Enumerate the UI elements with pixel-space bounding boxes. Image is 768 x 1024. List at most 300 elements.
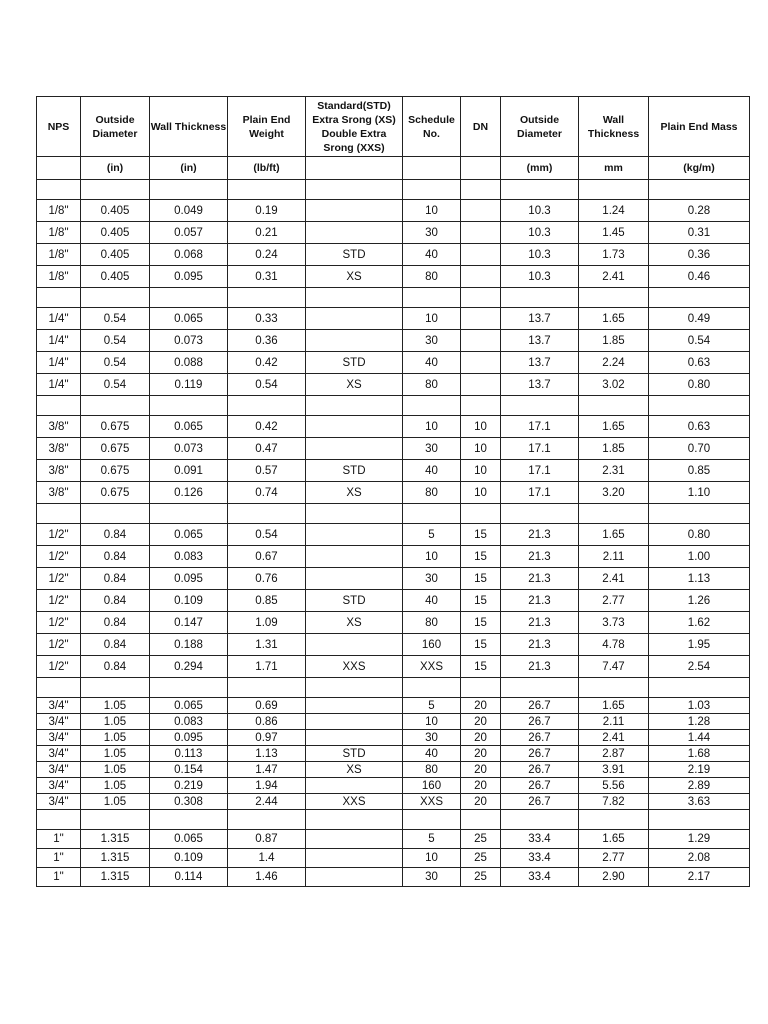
table-cell: 5 (403, 524, 461, 546)
empty-cell (461, 678, 501, 698)
empty-cell (228, 678, 306, 698)
table-cell: 0.36 (649, 244, 750, 266)
unit-header: (mm) (501, 157, 579, 180)
table-cell: 0.068 (150, 244, 228, 266)
empty-cell (37, 504, 81, 524)
empty-cell (306, 810, 403, 830)
empty-cell (461, 504, 501, 524)
table-cell: 30 (403, 730, 461, 746)
table-cell: 1/8" (37, 266, 81, 288)
empty-cell (150, 180, 228, 200)
table-cell (306, 730, 403, 746)
table-cell: STD (306, 746, 403, 762)
table-cell: 3/4" (37, 746, 81, 762)
table-cell: 7.82 (579, 794, 649, 810)
table-cell: 2.77 (579, 590, 649, 612)
table-row (37, 762, 750, 778)
empty-cell (306, 180, 403, 200)
table-cell: STD (306, 590, 403, 612)
empty-cell (306, 678, 403, 698)
table-cell: 0.114 (150, 868, 228, 887)
table-cell: 1.315 (81, 868, 150, 887)
table-cell: 0.675 (81, 460, 150, 482)
table-cell: 1/2" (37, 656, 81, 678)
empty-cell (501, 396, 579, 416)
table-cell: 10 (403, 200, 461, 222)
table-cell: 2.24 (579, 352, 649, 374)
table-cell: 10 (461, 482, 501, 504)
table-cell: 3/4" (37, 698, 81, 714)
column-header: Wall Thickness (150, 97, 228, 157)
table-cell: 2.17 (649, 868, 750, 887)
empty-cell (403, 504, 461, 524)
empty-cell (579, 678, 649, 698)
empty-cell (81, 396, 150, 416)
spacer-row (37, 504, 750, 524)
table-cell: 0.84 (81, 524, 150, 546)
table-cell: 1/4" (37, 374, 81, 396)
table-cell: 0.065 (150, 524, 228, 546)
table-cell: STD (306, 460, 403, 482)
table-cell: 0.188 (150, 634, 228, 656)
table-cell: 0.28 (649, 200, 750, 222)
table-cell: 20 (461, 746, 501, 762)
table-cell: 0.095 (150, 568, 228, 590)
table-row (37, 656, 750, 678)
table-cell: 3/4" (37, 794, 81, 810)
table-cell: 1" (37, 849, 81, 868)
table-row (37, 546, 750, 568)
empty-cell (579, 810, 649, 830)
table-cell: 20 (461, 762, 501, 778)
empty-cell (150, 396, 228, 416)
unit-header (306, 157, 403, 180)
table-cell: 1.44 (649, 730, 750, 746)
table-cell: 0.87 (228, 830, 306, 849)
table-cell: 10.3 (501, 222, 579, 244)
table-cell: 1.45 (579, 222, 649, 244)
empty-cell (150, 288, 228, 308)
table-cell: 0.109 (150, 849, 228, 868)
table-cell: 10 (403, 308, 461, 330)
table-cell: 1.4 (228, 849, 306, 868)
spacer-row (37, 180, 750, 200)
table-cell: 40 (403, 352, 461, 374)
table-cell: 0.308 (150, 794, 228, 810)
table-cell: 13.7 (501, 374, 579, 396)
table-cell: 1/2" (37, 524, 81, 546)
table-cell: 1.03 (649, 698, 750, 714)
table-cell: 17.1 (501, 460, 579, 482)
table-cell: 40 (403, 460, 461, 482)
table-cell: 0.42 (228, 416, 306, 438)
table-cell: 0.63 (649, 416, 750, 438)
table-cell: 26.7 (501, 762, 579, 778)
table-cell (306, 308, 403, 330)
table-cell: 1/4" (37, 308, 81, 330)
table-cell: 0.69 (228, 698, 306, 714)
table-cell: 2.87 (579, 746, 649, 762)
table-cell: 0.31 (228, 266, 306, 288)
table-cell (306, 546, 403, 568)
table-cell: 2.90 (579, 868, 649, 887)
empty-cell (228, 288, 306, 308)
empty-cell (150, 810, 228, 830)
table-cell: 0.675 (81, 438, 150, 460)
table-row (37, 374, 750, 396)
table-cell: 1.31 (228, 634, 306, 656)
empty-cell (306, 504, 403, 524)
empty-cell (501, 678, 579, 698)
table-cell: 0.675 (81, 482, 150, 504)
table-cell: 0.84 (81, 634, 150, 656)
empty-cell (37, 180, 81, 200)
table-cell: 0.119 (150, 374, 228, 396)
table-cell: 15 (461, 656, 501, 678)
table-cell: 1.85 (579, 438, 649, 460)
table-cell: 0.065 (150, 698, 228, 714)
table-cell: 20 (461, 794, 501, 810)
table-cell: 0.113 (150, 746, 228, 762)
table-cell: 26.7 (501, 794, 579, 810)
table-cell: 0.065 (150, 416, 228, 438)
empty-cell (403, 678, 461, 698)
table-cell: XS (306, 762, 403, 778)
table-cell: 0.76 (228, 568, 306, 590)
table-cell: 1.05 (81, 746, 150, 762)
table-cell: 1.10 (649, 482, 750, 504)
table-cell: 0.294 (150, 656, 228, 678)
table-cell: 0.84 (81, 612, 150, 634)
table-cell: 1.05 (81, 698, 150, 714)
table-cell: 0.54 (81, 374, 150, 396)
table-cell: 21.3 (501, 524, 579, 546)
table-cell: XXS (403, 656, 461, 678)
table-cell: 21.3 (501, 546, 579, 568)
table-cell: 1/4" (37, 352, 81, 374)
table-cell: 3.91 (579, 762, 649, 778)
table-cell: 1.05 (81, 762, 150, 778)
table-cell: 2.89 (649, 778, 750, 794)
unit-header (461, 157, 501, 180)
table-cell: 0.85 (649, 460, 750, 482)
table-cell: 33.4 (501, 830, 579, 849)
table-cell: 5.56 (579, 778, 649, 794)
table-cell (306, 698, 403, 714)
table-cell: 1.315 (81, 849, 150, 868)
table-cell: XXS (306, 794, 403, 810)
table-cell: 0.088 (150, 352, 228, 374)
table-cell: 0.54 (228, 374, 306, 396)
table-cell: 3.63 (649, 794, 750, 810)
column-header: Standard(STD) Extra Srong (XS) Double Extra Srong (XXS) (306, 97, 403, 157)
table-cell: 0.405 (81, 244, 150, 266)
table-row (37, 330, 750, 352)
table-cell: 5 (403, 698, 461, 714)
table-cell: 21.3 (501, 590, 579, 612)
table-cell: 17.1 (501, 416, 579, 438)
unit-header: (in) (150, 157, 228, 180)
table-cell: 5 (403, 830, 461, 849)
table-cell: 3/4" (37, 778, 81, 794)
table-cell: 2.08 (649, 849, 750, 868)
empty-cell (403, 396, 461, 416)
table-cell: 21.3 (501, 612, 579, 634)
table-cell: 1/4" (37, 330, 81, 352)
table-cell: 0.109 (150, 590, 228, 612)
table-cell: 33.4 (501, 868, 579, 887)
table-cell (461, 308, 501, 330)
table-cell: 3/4" (37, 762, 81, 778)
table-cell: 13.7 (501, 352, 579, 374)
table-cell: 26.7 (501, 714, 579, 730)
table-cell: 13.7 (501, 308, 579, 330)
table-row (37, 352, 750, 374)
table-row (37, 849, 750, 868)
table-cell: 0.80 (649, 524, 750, 546)
table-cell: 30 (403, 568, 461, 590)
table-cell: 20 (461, 698, 501, 714)
table-cell (306, 222, 403, 244)
table-row (37, 222, 750, 244)
table-cell: 1.315 (81, 830, 150, 849)
empty-cell (501, 180, 579, 200)
column-header: Schedule No. (403, 97, 461, 157)
table-cell (306, 438, 403, 460)
empty-cell (228, 504, 306, 524)
table-cell (461, 352, 501, 374)
table-row (37, 524, 750, 546)
table-cell: 10 (403, 849, 461, 868)
table-cell (461, 244, 501, 266)
table-cell: 1.68 (649, 746, 750, 762)
table-cell: 1.46 (228, 868, 306, 887)
table-cell (461, 374, 501, 396)
table-cell: 26.7 (501, 778, 579, 794)
table-cell (306, 568, 403, 590)
spacer-row (37, 678, 750, 698)
table-cell: 15 (461, 634, 501, 656)
table-cell: 1/8" (37, 222, 81, 244)
table-cell: 1.24 (579, 200, 649, 222)
empty-cell (461, 288, 501, 308)
empty-cell (501, 810, 579, 830)
table-cell: 25 (461, 868, 501, 887)
table-cell: 0.54 (228, 524, 306, 546)
table-cell: 0.154 (150, 762, 228, 778)
table-cell: 40 (403, 244, 461, 266)
unit-header (403, 157, 461, 180)
table-cell: 1.05 (81, 730, 150, 746)
table-cell: 0.57 (228, 460, 306, 482)
table-body (37, 180, 750, 887)
table-cell: 0.095 (150, 266, 228, 288)
table-cell: 10 (403, 546, 461, 568)
unit-header (37, 157, 81, 180)
empty-cell (649, 396, 750, 416)
table-cell: 1/8" (37, 244, 81, 266)
table-cell: 7.47 (579, 656, 649, 678)
pipe-schedule-table (36, 96, 750, 887)
table-cell: 1.73 (579, 244, 649, 266)
table-cell: 0.147 (150, 612, 228, 634)
empty-cell (579, 396, 649, 416)
table-cell: 1.09 (228, 612, 306, 634)
table-cell: 3.20 (579, 482, 649, 504)
empty-cell (150, 504, 228, 524)
table-cell: 0.083 (150, 546, 228, 568)
table-cell: 1.95 (649, 634, 750, 656)
table-cell: 2.41 (579, 568, 649, 590)
table-cell (461, 200, 501, 222)
table-row (37, 308, 750, 330)
table-cell: 0.049 (150, 200, 228, 222)
table-cell: STD (306, 244, 403, 266)
table-cell: 2.19 (649, 762, 750, 778)
table-cell: 0.057 (150, 222, 228, 244)
table-cell: XXS (403, 794, 461, 810)
table-cell: 3/8" (37, 482, 81, 504)
table-cell: 0.675 (81, 416, 150, 438)
table-cell: 40 (403, 746, 461, 762)
table-cell: 15 (461, 546, 501, 568)
table-cell: 2.31 (579, 460, 649, 482)
table-cell: 20 (461, 778, 501, 794)
table-cell: 1/2" (37, 612, 81, 634)
table-cell: 21.3 (501, 568, 579, 590)
table-cell: 0.47 (228, 438, 306, 460)
table-cell: 0.219 (150, 778, 228, 794)
table-cell: 1.65 (579, 698, 649, 714)
table-cell: 0.33 (228, 308, 306, 330)
table-cell: 0.091 (150, 460, 228, 482)
table-cell: 0.97 (228, 730, 306, 746)
table-cell (306, 416, 403, 438)
table-cell: 1.05 (81, 778, 150, 794)
table-cell: 0.083 (150, 714, 228, 730)
table-cell: 2.11 (579, 546, 649, 568)
unit-header: (lb/ft) (228, 157, 306, 180)
table-row (37, 460, 750, 482)
empty-cell (649, 504, 750, 524)
empty-cell (579, 180, 649, 200)
table-cell: 0.31 (649, 222, 750, 244)
column-header: NPS (37, 97, 81, 157)
empty-cell (37, 288, 81, 308)
table-cell (306, 714, 403, 730)
column-header: Wall Thickness (579, 97, 649, 157)
table-cell: 0.405 (81, 200, 150, 222)
table-cell: 80 (403, 374, 461, 396)
empty-cell (81, 180, 150, 200)
table-cell: 1.28 (649, 714, 750, 730)
table-cell: 3/8" (37, 416, 81, 438)
table-cell (306, 868, 403, 887)
table-cell: 2.11 (579, 714, 649, 730)
table-cell: 1.47 (228, 762, 306, 778)
empty-cell (649, 180, 750, 200)
table-cell: 1/2" (37, 568, 81, 590)
table-cell: 1.65 (579, 308, 649, 330)
table-cell (461, 222, 501, 244)
table-cell: 3.73 (579, 612, 649, 634)
table-cell: 20 (461, 730, 501, 746)
empty-cell (228, 810, 306, 830)
empty-cell (649, 678, 750, 698)
empty-cell (228, 396, 306, 416)
table-cell: 13.7 (501, 330, 579, 352)
table-cell: 0.46 (649, 266, 750, 288)
table-row (37, 416, 750, 438)
table-cell: 15 (461, 612, 501, 634)
table-cell: 2.54 (649, 656, 750, 678)
empty-cell (649, 810, 750, 830)
empty-cell (306, 396, 403, 416)
table-cell: 0.54 (81, 352, 150, 374)
empty-cell (501, 504, 579, 524)
empty-cell (37, 810, 81, 830)
table-cell: XXS (306, 656, 403, 678)
table-row (37, 634, 750, 656)
table-cell: 1.65 (579, 830, 649, 849)
table-cell: 0.073 (150, 438, 228, 460)
table-cell: 15 (461, 590, 501, 612)
empty-cell (649, 288, 750, 308)
table-cell: 80 (403, 612, 461, 634)
table-row (37, 746, 750, 762)
empty-cell (501, 288, 579, 308)
table-cell: 80 (403, 762, 461, 778)
table-cell: 1.13 (649, 568, 750, 590)
table-cell: XS (306, 482, 403, 504)
table-cell: 25 (461, 830, 501, 849)
table-cell (306, 330, 403, 352)
table-row (37, 266, 750, 288)
table-cell: 10 (403, 714, 461, 730)
table-row (37, 698, 750, 714)
table-row (37, 590, 750, 612)
table-cell: 0.065 (150, 308, 228, 330)
table-cell: 0.70 (649, 438, 750, 460)
empty-cell (403, 180, 461, 200)
table-cell: 3/4" (37, 714, 81, 730)
empty-cell (37, 396, 81, 416)
table-cell: 21.3 (501, 656, 579, 678)
table-cell: 3/4" (37, 730, 81, 746)
table-cell: 0.21 (228, 222, 306, 244)
table-row (37, 794, 750, 810)
table-cell: 1.94 (228, 778, 306, 794)
column-header: Outside Diameter (501, 97, 579, 157)
table-cell: 10 (461, 416, 501, 438)
table-cell (306, 200, 403, 222)
table-cell: 3/8" (37, 438, 81, 460)
table-cell (306, 849, 403, 868)
table-cell (461, 266, 501, 288)
table-cell: 0.49 (649, 308, 750, 330)
table-cell: 15 (461, 524, 501, 546)
table-cell: 0.405 (81, 222, 150, 244)
empty-cell (81, 678, 150, 698)
table-cell: 30 (403, 330, 461, 352)
table-cell: 0.84 (81, 546, 150, 568)
table-cell: 17.1 (501, 438, 579, 460)
table-cell: 40 (403, 590, 461, 612)
table-cell: 0.86 (228, 714, 306, 730)
table-cell: 26.7 (501, 730, 579, 746)
table-cell: 26.7 (501, 746, 579, 762)
table-row (37, 730, 750, 746)
